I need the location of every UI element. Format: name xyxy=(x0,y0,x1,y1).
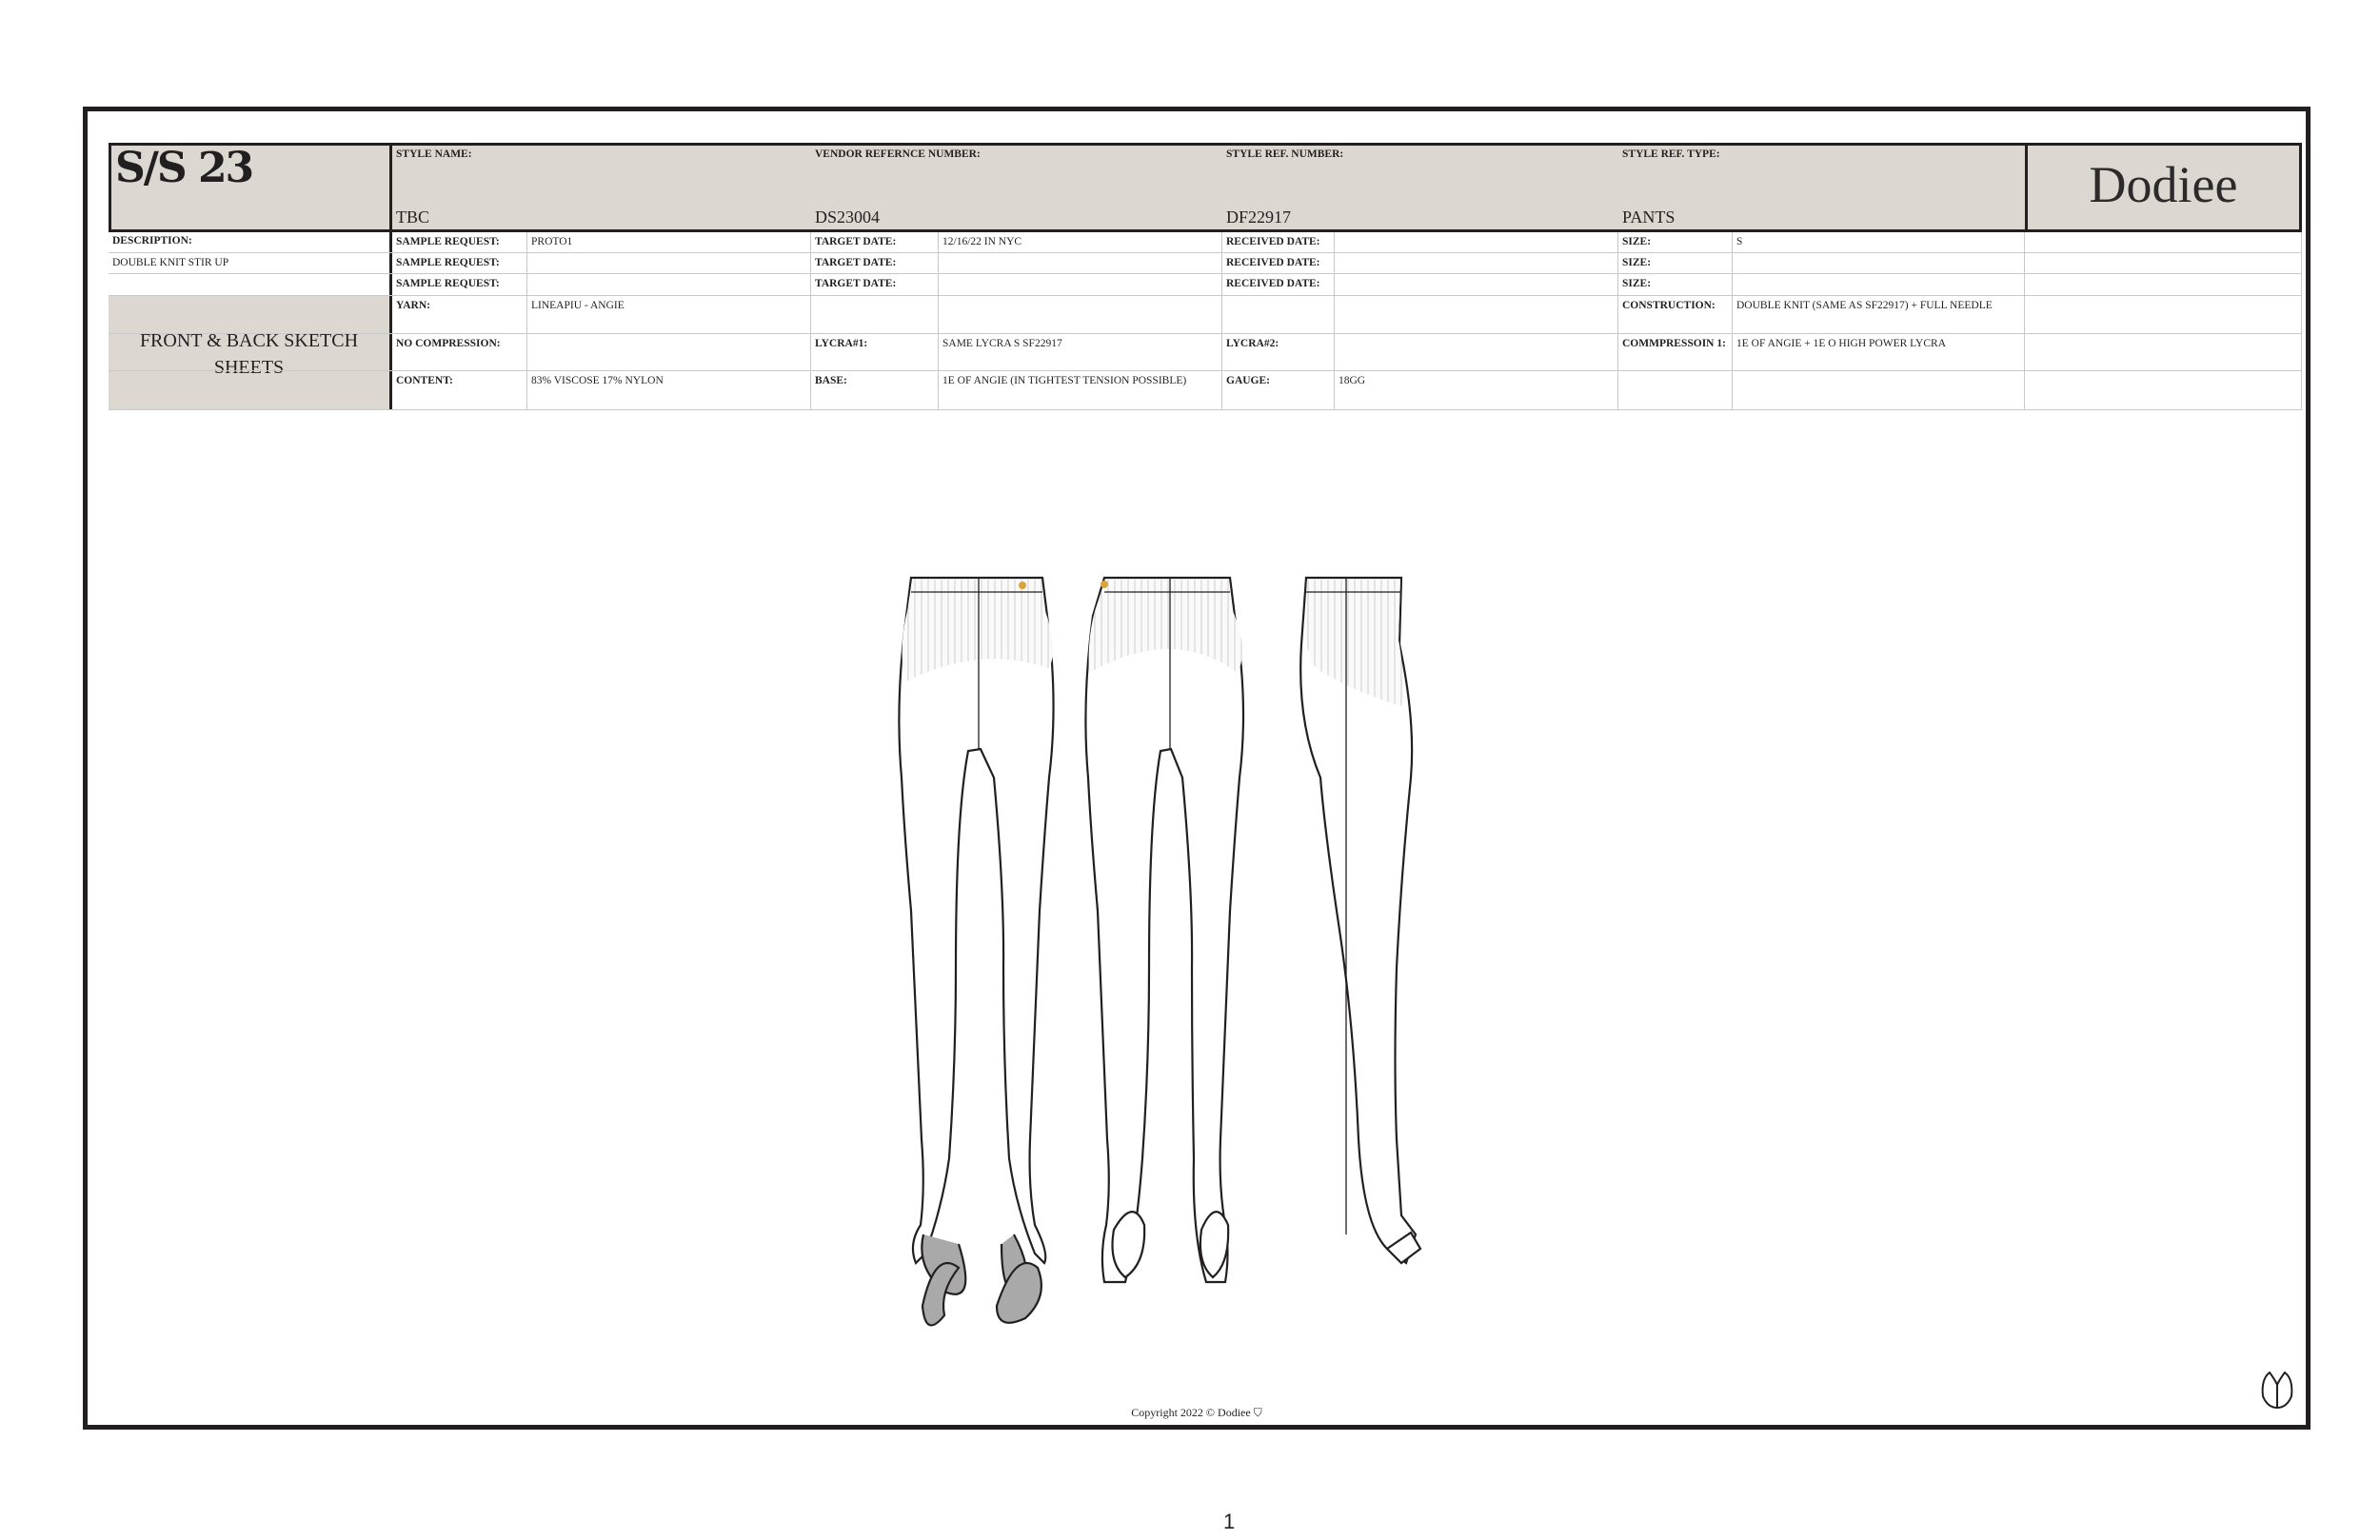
field-value: PANTS xyxy=(1622,207,1676,227)
cell-label: BASE: xyxy=(811,371,939,409)
cell-label: LYCRA#1: xyxy=(811,334,939,370)
cell-label: CONSTRUCTION: xyxy=(1618,296,1733,333)
cell-label: GAUGE: xyxy=(1222,371,1335,409)
cell-label: TARGET DATE: xyxy=(811,253,939,273)
field-label: STYLE REF. NUMBER: xyxy=(1226,148,1344,160)
cell-label: YARN: xyxy=(392,296,527,333)
cell-value: 1E OF ANGIE + 1E O HIGH POWER LYCRA xyxy=(1733,334,2025,370)
field-value: TBC xyxy=(396,207,430,227)
cell-value: DOUBLE KNIT (SAME AS SF22917) + FULL NEEDLE xyxy=(1733,296,2025,333)
cell-label: RECEIVED DATE: xyxy=(1222,253,1335,273)
field-value: DS23004 xyxy=(815,207,881,227)
tulip-logo-icon xyxy=(2263,1372,2292,1408)
description-value: DOUBLE KNIT STIR UP xyxy=(112,257,229,268)
field-value: DF22917 xyxy=(1226,207,1292,227)
cell-label: SAMPLE REQUEST: xyxy=(392,253,527,273)
cell-value: LINEAPIU - ANGIE xyxy=(527,296,811,333)
panel-title: FRONT & BACK SKETCH SHEETS xyxy=(139,330,359,378)
field-label: STYLE REF. TYPE: xyxy=(1622,148,1720,160)
cell-label: SIZE: xyxy=(1618,274,1733,295)
cell-value: PROTO1 xyxy=(527,232,811,252)
cell-label: RECEIVED DATE: xyxy=(1222,274,1335,295)
cell-label: LYCRA#2: xyxy=(1222,334,1335,370)
cell-label: SAMPLE REQUEST: xyxy=(392,232,527,252)
side-view-sketch xyxy=(1300,578,1420,1263)
back-view-sketch xyxy=(1085,578,1243,1282)
page-number: 1 xyxy=(1223,1510,1236,1533)
cell-label: RECEIVED DATE: xyxy=(1222,232,1335,252)
cell-label: TARGET DATE: xyxy=(811,232,939,252)
description-label: DESCRIPTION: xyxy=(112,235,192,247)
brand-name: Dodiee xyxy=(2089,156,2238,213)
cell-value: S xyxy=(1733,232,2025,252)
field-label: STYLE NAME: xyxy=(396,148,472,160)
garment-sketches xyxy=(88,111,2306,1425)
cell-label: SAMPLE REQUEST: xyxy=(392,274,527,295)
spec-sheet xyxy=(83,107,2311,1430)
cell-value: 83% VISCOSE 17% NYLON xyxy=(527,371,811,409)
cell-label: NO COMPRESSION: xyxy=(392,334,527,370)
field-label: VENDOR REFERNCE NUMBER: xyxy=(815,148,981,160)
cell-label: COMMPRESSOIN 1: xyxy=(1618,334,1733,370)
cell-label: SIZE: xyxy=(1618,232,1733,252)
cell-label: SIZE: xyxy=(1618,253,1733,273)
cell-label: CONTENT: xyxy=(392,371,527,409)
cell-value: 18GG xyxy=(1335,371,1618,409)
season-label: S/S 23 xyxy=(115,144,253,192)
cell-value: 1E OF ANGIE (IN TIGHTEST TENSION POSSIBLE) xyxy=(939,371,1222,409)
front-view-sketch xyxy=(899,578,1053,1325)
cell-label: TARGET DATE: xyxy=(811,274,939,295)
cell-value: SAME LYCRA S SF22917 xyxy=(939,334,1222,370)
copyright-notice: Copyright 2022 © Dodiee ⛉ xyxy=(1131,1406,1262,1419)
cell-value: 12/16/22 IN NYC xyxy=(939,232,1222,252)
